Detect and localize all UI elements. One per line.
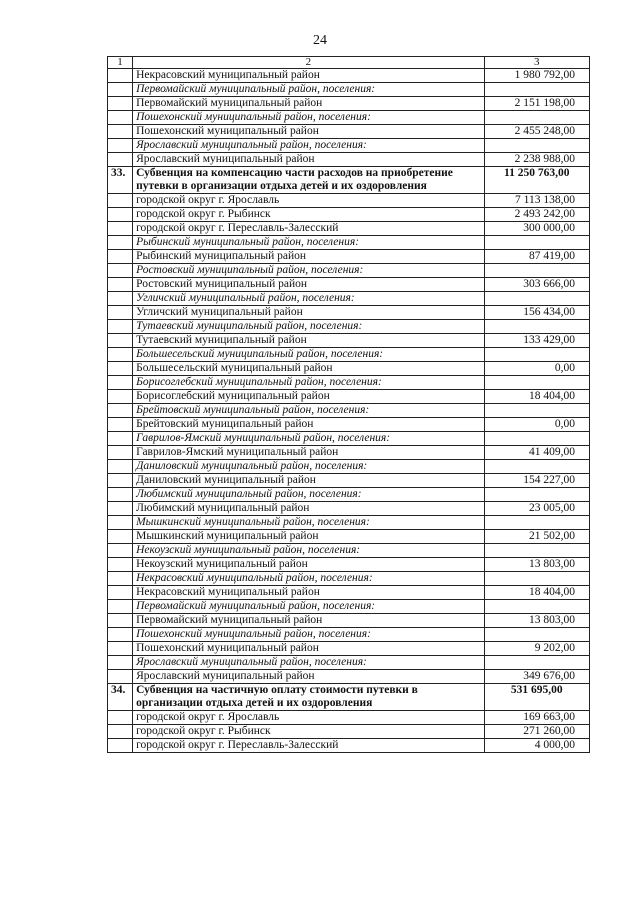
- row-number: [108, 739, 133, 753]
- row-number: [108, 83, 133, 97]
- row-value: 349 676,00: [484, 670, 589, 684]
- row-value: 41 409,00: [484, 446, 589, 460]
- row-number: [108, 306, 133, 320]
- row-name: Борисоглебский муниципальный район: [133, 390, 484, 404]
- row-name: Мышкинский муниципальный район, поселения:: [133, 516, 484, 530]
- row-name: Пошехонский муниципальный район, поселения:: [133, 111, 484, 125]
- row-value: 13 803,00: [484, 614, 589, 628]
- table-row: [108, 642, 590, 656]
- row-name: городской округ г. Рыбинск: [133, 208, 484, 222]
- row-number: [108, 418, 133, 432]
- row-name: Любимский муниципальный район, поселения:: [133, 488, 484, 502]
- row-value: [484, 404, 589, 418]
- row-number: [108, 502, 133, 516]
- row-number: [108, 376, 133, 390]
- table-row: [108, 586, 590, 600]
- row-name: Ростовский муниципальный район: [133, 278, 484, 292]
- row-value: [484, 83, 589, 97]
- table-row: [108, 558, 590, 572]
- row-value: 9 202,00: [484, 642, 589, 656]
- column-header-row: [108, 57, 590, 69]
- row-name: Субвенция на частичную оплату стоимости путевки в организации отдыха детей и их оздоровления: [133, 684, 484, 711]
- table-row: [108, 446, 590, 460]
- row-name: Даниловский муниципальный район: [133, 474, 484, 488]
- row-name: Борисоглебский муниципальный район, поселения:: [133, 376, 484, 390]
- row-number: [108, 348, 133, 362]
- row-name: Некоузский муниципальный район, поселения:: [133, 544, 484, 558]
- row-value: 2 455 248,00: [484, 125, 589, 139]
- table-row: [108, 739, 590, 753]
- row-name: Большесельский муниципальный район, поселения:: [133, 348, 484, 362]
- row-name: Угличский муниципальный район, поселения:: [133, 292, 484, 306]
- row-number: [108, 488, 133, 502]
- table-row: [108, 125, 590, 139]
- subgroup-header-row: [108, 83, 590, 97]
- row-value: 18 404,00: [484, 390, 589, 404]
- row-number: [108, 362, 133, 376]
- table-row: [108, 194, 590, 208]
- row-value: [484, 544, 589, 558]
- row-name: Ярославский муниципальный район, поселения:: [133, 139, 484, 153]
- row-number: [108, 153, 133, 167]
- table-row: [108, 222, 590, 236]
- table-row: [108, 250, 590, 264]
- subgroup-header-row: [108, 488, 590, 502]
- row-value: 2 151 198,00: [484, 97, 589, 111]
- row-value: [484, 139, 589, 153]
- row-number: [108, 208, 133, 222]
- row-value: [484, 600, 589, 614]
- row-value: 23 005,00: [484, 502, 589, 516]
- row-name: Пошехонский муниципальный район: [133, 125, 484, 139]
- row-number: [108, 292, 133, 306]
- table-row: [108, 418, 590, 432]
- row-number: [108, 711, 133, 725]
- subgroup-header-row: [108, 139, 590, 153]
- row-name: Гаврилов-Ямский муниципальный район, поселения:: [133, 432, 484, 446]
- row-number: [108, 586, 133, 600]
- row-number: [108, 111, 133, 125]
- table-row: [108, 530, 590, 544]
- row-number: [108, 628, 133, 642]
- row-name: Ярославский муниципальный район: [133, 153, 484, 167]
- subgroup-header-row: [108, 376, 590, 390]
- table-row: [108, 670, 590, 684]
- subgroup-header-row: [108, 348, 590, 362]
- row-value: 4 000,00: [484, 739, 589, 753]
- row-name: Некрасовский муниципальный район: [133, 69, 484, 83]
- row-number: [108, 222, 133, 236]
- subgroup-header-row: [108, 516, 590, 530]
- row-number: [108, 97, 133, 111]
- row-name: Ростовский муниципальный район, поселения:: [133, 264, 484, 278]
- table-row: [108, 306, 590, 320]
- row-number: [108, 236, 133, 250]
- row-name: Рыбинский муниципальный район: [133, 250, 484, 264]
- row-number: [108, 320, 133, 334]
- row-value: 18 404,00: [484, 586, 589, 600]
- row-value: [484, 572, 589, 586]
- row-value: [484, 516, 589, 530]
- column-header-1: 1: [108, 57, 133, 69]
- subgroup-header-row: [108, 292, 590, 306]
- row-name: Тутаевский муниципальный район, поселения:: [133, 320, 484, 334]
- row-name: Некрасовский муниципальный район, поселения:: [133, 572, 484, 586]
- row-value: 13 803,00: [484, 558, 589, 572]
- row-value: [484, 460, 589, 474]
- row-value: [484, 656, 589, 670]
- row-number: [108, 558, 133, 572]
- row-value: 531 695,00: [484, 684, 589, 711]
- row-name: Брейтовский муниципальный район: [133, 418, 484, 432]
- row-value: 21 502,00: [484, 530, 589, 544]
- subgroup-header-row: [108, 544, 590, 558]
- row-value: [484, 111, 589, 125]
- row-value: [484, 292, 589, 306]
- subgroup-header-row: [108, 111, 590, 125]
- row-value: 0,00: [484, 418, 589, 432]
- row-name: городской округ г. Ярославль: [133, 194, 484, 208]
- row-value: 156 434,00: [484, 306, 589, 320]
- row-value: 300 000,00: [484, 222, 589, 236]
- row-number: [108, 334, 133, 348]
- table-row: [108, 390, 590, 404]
- row-number: [108, 474, 133, 488]
- row-number: [108, 264, 133, 278]
- row-number: [108, 432, 133, 446]
- row-number: [108, 642, 133, 656]
- row-name: Пошехонский муниципальный район, поселения:: [133, 628, 484, 642]
- row-name: Угличский муниципальный район: [133, 306, 484, 320]
- table-row: [108, 153, 590, 167]
- table-row: [108, 278, 590, 292]
- subgroup-header-row: [108, 320, 590, 334]
- row-value: 0,00: [484, 362, 589, 376]
- table-body: [108, 57, 590, 753]
- row-number: [108, 194, 133, 208]
- subgroup-header-row: [108, 404, 590, 418]
- subgroup-header-row: [108, 628, 590, 642]
- table-row: [108, 614, 590, 628]
- row-number: [108, 670, 133, 684]
- row-value: 154 227,00: [484, 474, 589, 488]
- row-name: Некрасовский муниципальный район: [133, 586, 484, 600]
- row-value: 169 663,00: [484, 711, 589, 725]
- row-name: Ярославский муниципальный район, поселения:: [133, 656, 484, 670]
- subgroup-header-row: [108, 600, 590, 614]
- subgroup-header-row: [108, 572, 590, 586]
- subgroup-header-row: [108, 432, 590, 446]
- row-name: Некоузский муниципальный район: [133, 558, 484, 572]
- subgroup-header-row: [108, 656, 590, 670]
- table-row: [108, 69, 590, 83]
- row-value: [484, 488, 589, 502]
- row-name: Первомайский муниципальный район: [133, 614, 484, 628]
- row-value: [484, 320, 589, 334]
- row-value: 2 493 242,00: [484, 208, 589, 222]
- row-name: Рыбинский муниципальный район, поселения:: [133, 236, 484, 250]
- row-name: Ярославский муниципальный район: [133, 670, 484, 684]
- row-name: городской округ г. Переславль-Залесский: [133, 222, 484, 236]
- row-name: городской округ г. Переславль-Залесский: [133, 739, 484, 753]
- subvention-row: [108, 684, 590, 711]
- table-row: [108, 711, 590, 725]
- page-number: 24: [313, 33, 327, 48]
- row-value: [484, 236, 589, 250]
- table-row: [108, 334, 590, 348]
- row-value: [484, 264, 589, 278]
- table-row: [108, 97, 590, 111]
- subgroup-header-row: [108, 236, 590, 250]
- row-name: городской округ г. Рыбинск: [133, 725, 484, 739]
- row-value: 2 238 988,00: [484, 153, 589, 167]
- row-name: Гаврилов-Ямский муниципальный район: [133, 446, 484, 460]
- row-number: [108, 139, 133, 153]
- row-name: Любимский муниципальный район: [133, 502, 484, 516]
- row-name: Субвенция на компенсацию части расходов на приобретение путевки в организации отдыха детей и их оздоровления: [133, 167, 484, 194]
- row-value: 87 419,00: [484, 250, 589, 264]
- row-number: [108, 530, 133, 544]
- row-name: Первомайский муниципальный район: [133, 97, 484, 111]
- column-header-2: 2: [133, 57, 484, 69]
- row-value: 133 429,00: [484, 334, 589, 348]
- row-number: [108, 516, 133, 530]
- row-name: городской округ г. Ярославль: [133, 711, 484, 725]
- row-number: [108, 656, 133, 670]
- row-name: Первомайский муниципальный район, поселения:: [133, 600, 484, 614]
- row-number: [108, 404, 133, 418]
- table-row: [108, 725, 590, 739]
- row-number: [108, 390, 133, 404]
- row-value: 1 980 792,00: [484, 69, 589, 83]
- table-row: [108, 474, 590, 488]
- row-number: [108, 600, 133, 614]
- row-name: Брейтовский муниципальный район, поселения:: [133, 404, 484, 418]
- row-number: [108, 572, 133, 586]
- table-row: [108, 362, 590, 376]
- row-number: [108, 278, 133, 292]
- subgroup-header-row: [108, 264, 590, 278]
- row-value: [484, 628, 589, 642]
- row-name: Даниловский муниципальный район, поселения:: [133, 460, 484, 474]
- table-row: [108, 208, 590, 222]
- row-number: [108, 446, 133, 460]
- row-value: 7 113 138,00: [484, 194, 589, 208]
- row-value: 303 666,00: [484, 278, 589, 292]
- row-number: [108, 614, 133, 628]
- row-name: Тутаевский муниципальный район: [133, 334, 484, 348]
- row-name: Мышкинский муниципальный район: [133, 530, 484, 544]
- row-number: 34.: [108, 684, 133, 711]
- budget-table: [107, 56, 590, 753]
- subvention-row: [108, 167, 590, 194]
- subgroup-header-row: [108, 460, 590, 474]
- row-name: Пошехонский муниципальный район: [133, 642, 484, 656]
- row-number: [108, 544, 133, 558]
- row-name: Первомайский муниципальный район, поселения:: [133, 83, 484, 97]
- row-number: [108, 460, 133, 474]
- row-number: [108, 125, 133, 139]
- table-row: [108, 502, 590, 516]
- row-value: [484, 376, 589, 390]
- row-number: 33.: [108, 167, 133, 194]
- row-value: 271 260,00: [484, 725, 589, 739]
- row-number: [108, 69, 133, 83]
- row-value: [484, 348, 589, 362]
- row-name: Большесельский муниципальный район: [133, 362, 484, 376]
- column-header-3: 3: [484, 57, 589, 69]
- row-value: [484, 432, 589, 446]
- row-value: 11 250 763,00: [484, 167, 589, 194]
- row-number: [108, 725, 133, 739]
- row-number: [108, 250, 133, 264]
